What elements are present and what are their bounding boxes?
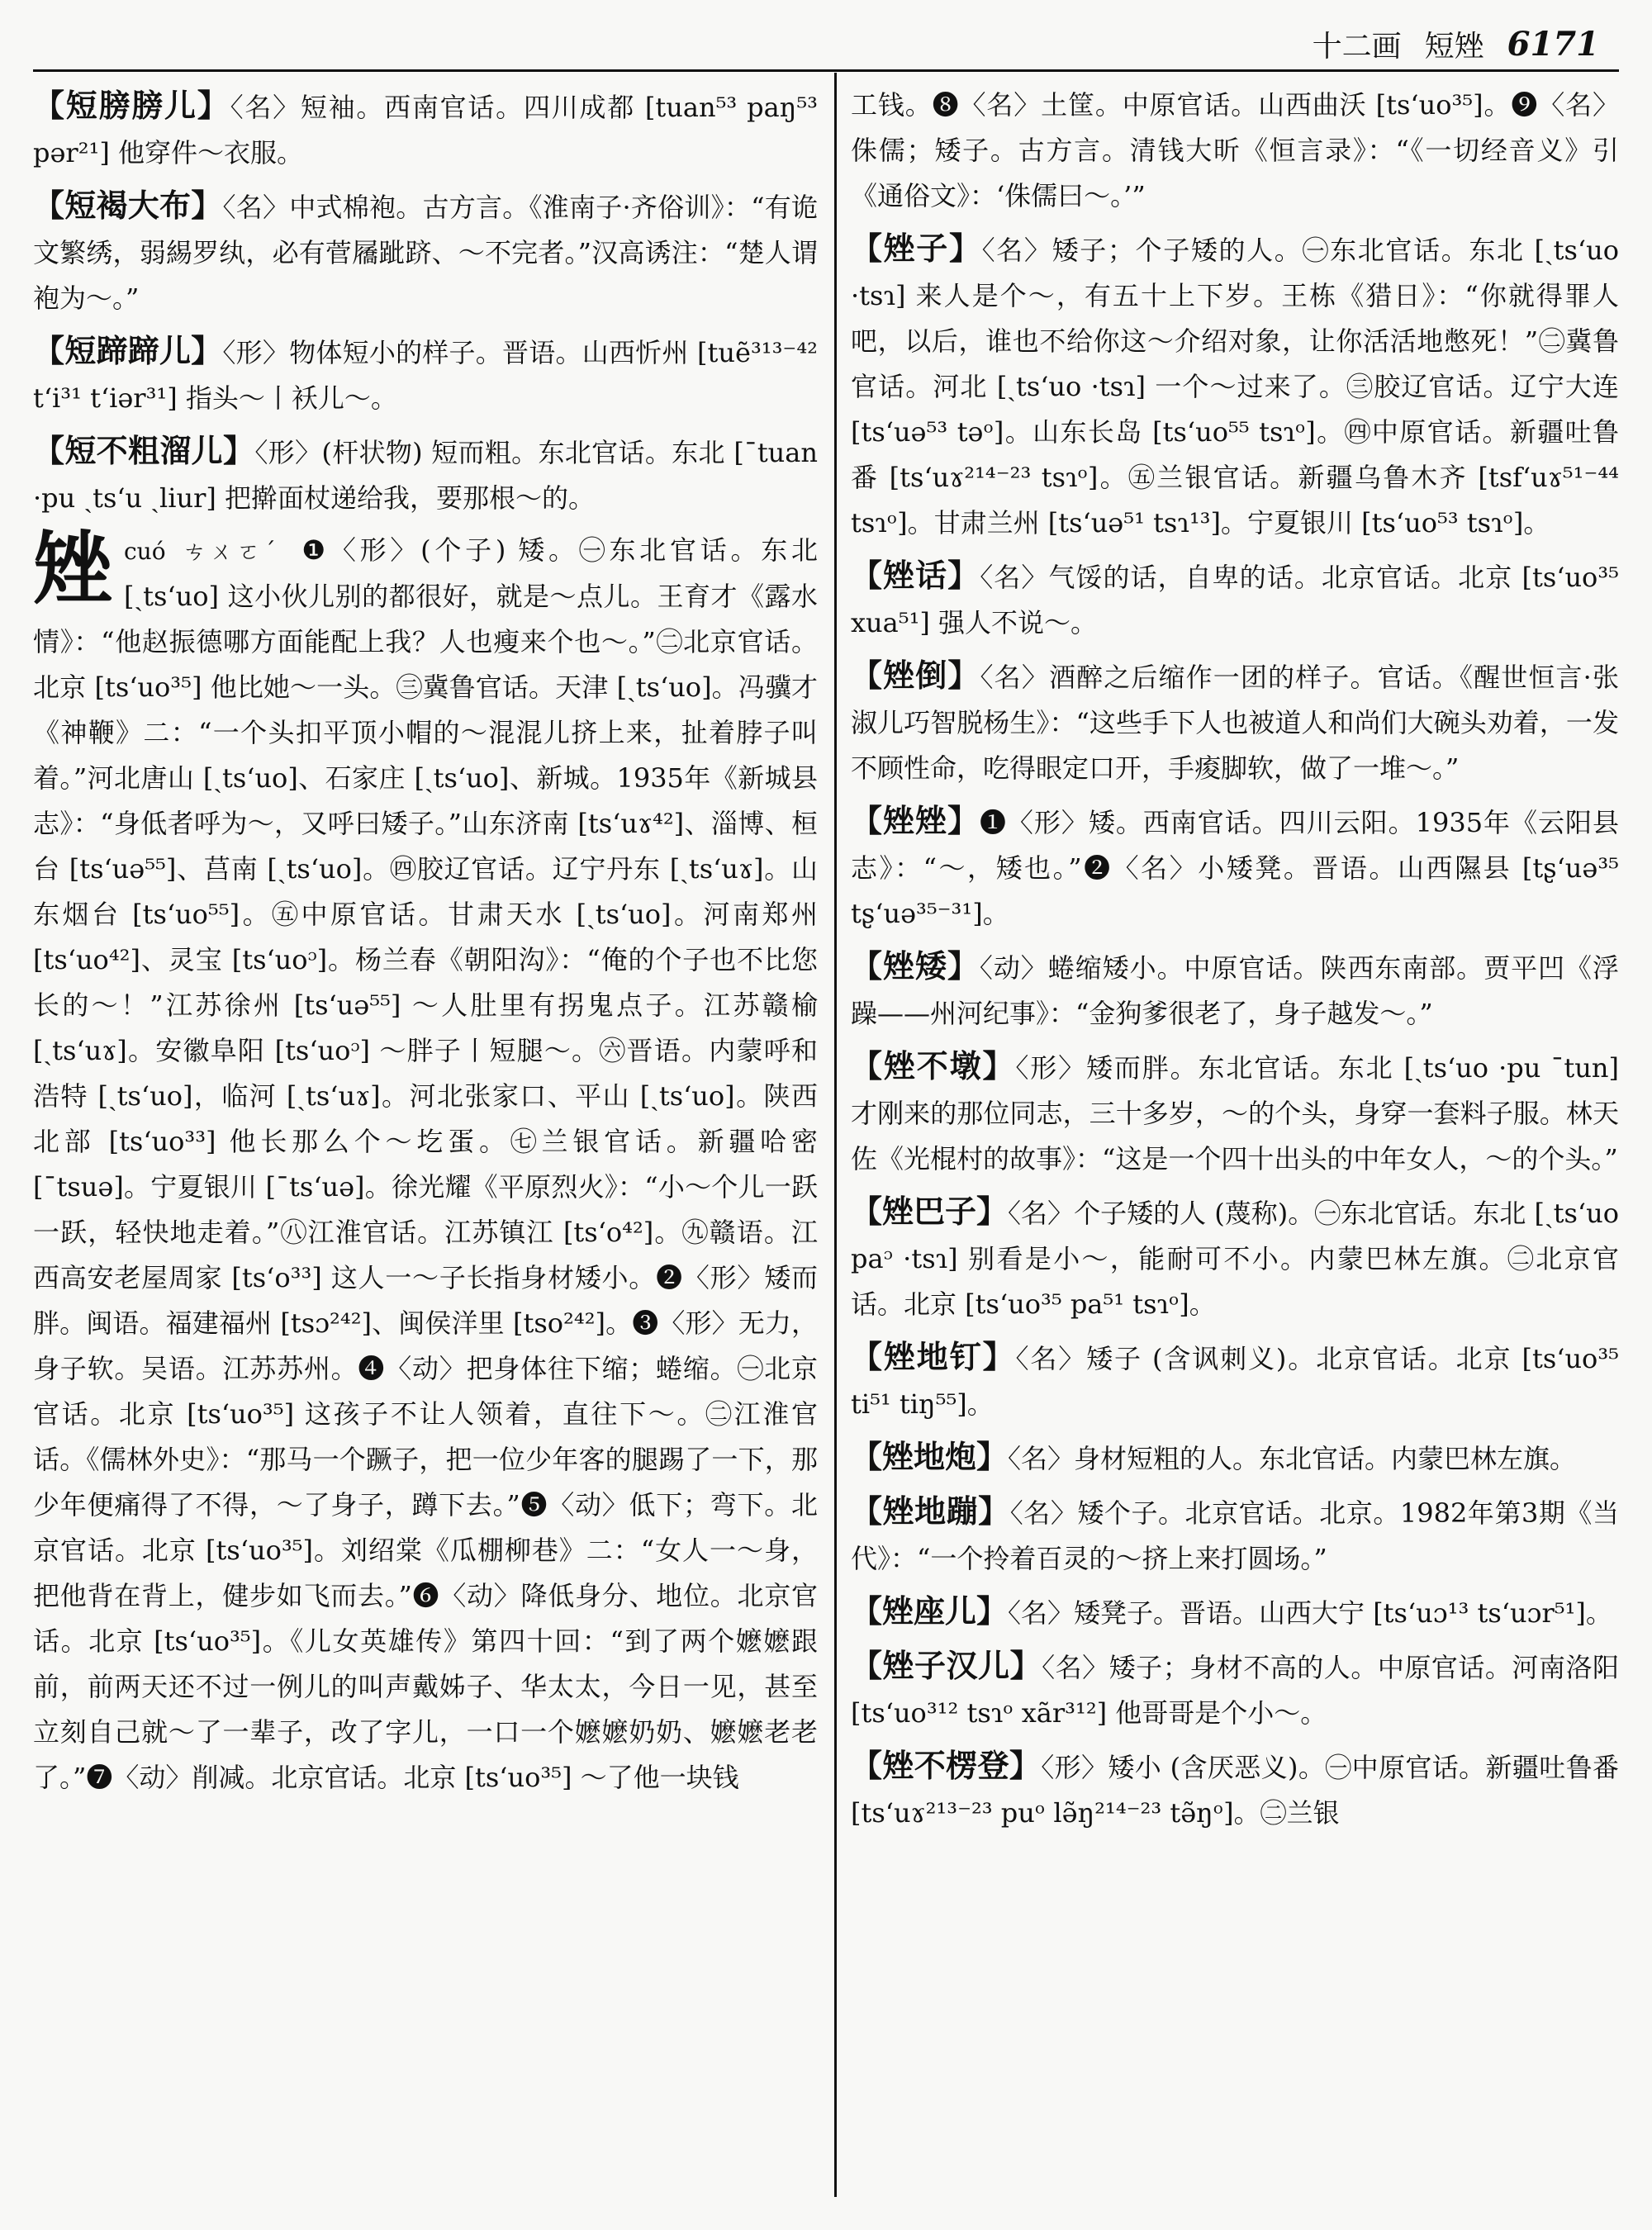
entry-body: 〈名〉酒醉之后缩作一团的样子。官话。《醒世恒言·张淑儿巧智脱杨生》：“这些手下人也被道人和尚们大碗头劝着，一发不顾性命，吃得眼定口开，手痠脚软，做了一堆～。” [851, 662, 1619, 784]
entry-headword: 【矬地炮】 [851, 1438, 1009, 1475]
entry-headword: 【矬矮】 [851, 947, 980, 985]
right-column [851, 83, 1619, 2197]
entry-headword: 【矬地蹦】 [851, 1492, 1010, 1530]
entry [851, 553, 1619, 646]
entry [851, 1488, 1619, 1582]
entry [851, 652, 1619, 791]
entry-continuation: 工钱。❽〈名〉土筐。中原官话。山西曲沃 [tsʻuo³⁵]。❾〈名〉侏儒；矮子。古方言。清钱大昕《恒言录》：“《一切经音义》引《通俗文》：‘侏儒曰～。’” [851, 89, 1619, 211]
entry [851, 1743, 1619, 1836]
entry [851, 798, 1619, 937]
entry-headword: 【矬子汉儿】 [851, 1647, 1042, 1684]
main-char-entry [33, 522, 818, 1801]
column-divider [834, 73, 837, 2197]
entry [851, 225, 1619, 546]
entry-headword: 【矬倒】 [851, 657, 980, 694]
page-number: 6171 [1507, 24, 1599, 64]
entry-body: 〈名〉中式棉袍。古方言。《淮南子·齐俗训》：“有诡文繁绣，弱緆罗纨，必有菅屩跐跻、～不完者。”汉高诱注：“楚人谓袍为～。” [33, 192, 818, 314]
entry [851, 1334, 1619, 1427]
entry-body: 〈形〉(杆状物) 短而粗。东北官话。东北 [ˉtuan ·pu ˏtsʻu ˏliur] 把擀面杖递给我，要那根～的。 [33, 437, 818, 514]
entry-body: 〈名〉矮子 (含讽刺义)。北京官话。北京 [tsʻuo³⁵ ti⁵¹ tiŋ⁵⁵]。 [851, 1343, 1619, 1420]
entry-body: 〈动〉蜷缩矮小。中原官话。陕西东南部。贾平凹《浮躁——州河纪事》：“金狗爹很老了，身子越发～。” [851, 952, 1619, 1029]
entry-body: 〈名〉短袖。西南官话。四川成都 [tuan⁵³ paŋ⁵³ pər²¹] 他穿件～衣服。 [33, 92, 818, 168]
entry-headword: 【矬巴子】 [851, 1193, 1009, 1230]
header-chars: 短矬 [1424, 29, 1484, 64]
entry [851, 1643, 1619, 1736]
left-column [33, 83, 818, 2197]
entry-body: 〈名〉气馁的话，自卑的话。北京官话。北京 [tsʻuo³⁵ xua⁵¹] 强人不说～。 [851, 562, 1619, 638]
entry-headword: 【短褐大布】 [33, 187, 223, 224]
section-label: 十二画 [1312, 29, 1402, 64]
entry [33, 183, 818, 321]
entry [851, 1434, 1619, 1482]
entry-headword: 【短不粗溜儿】 [33, 432, 255, 469]
entry-headword: 【矬话】 [851, 557, 980, 594]
entry [851, 1043, 1619, 1182]
entry-body: 〈名〉矮凳子。晋语。山西大宁 [tsʻuɔ¹³ tsʻuɔr⁵¹]。 [1008, 1597, 1612, 1629]
entry-headword: 【矬地钉】 [851, 1338, 1016, 1375]
entry-headword: 【矬不楞登】 [851, 1747, 1042, 1784]
entry [33, 83, 818, 176]
entry-headword: 【矬座儿】 [851, 1592, 1009, 1630]
main-headword-char: 矬 [33, 522, 112, 615]
entry-body: 〈名〉矮子；个子矮的人。㊀东北官话。东北 [ˏtsʻuo ·tsɿ] 来人是个～，有五十上下岁。王栋《猎日》：“你就得罪人吧，以后，谁也不给你这～介绍对象，让你活活地憋死！”㊁冀鲁官话。河北 [ˏtsʻuo ·tsɿ] 一个～过来了。㊂胶辽官话。辽宁大连 [tsʻuə⁵³ təᵒ]。山东长岛 [tsʻuo⁵⁵ tsɿᵒ]。㊃中原官话。新疆吐鲁番 [tsʻuɤ²¹⁴⁻²³ tsɿᵒ]。㊄兰银官话。新疆乌鲁木齐 [tsfʻuɤ⁵¹⁻⁴⁴ tsɿᵒ]。甘肃兰州 [tsʻuə⁵¹ tsɿ¹³]。宁夏银川 [tsʻuo⁵³ tsɿᵒ]。 [851, 235, 1619, 539]
entry-body: 〈名〉矮个子。北京官话。北京。1982年第3期《当代》：“一个拎着百灵的～挤上来打圆场。” [851, 1497, 1619, 1574]
entry-body: 〈形〉矮小 (含厌恶义)。㊀中原官话。新疆吐鲁番 [tsʻuɤ²¹³⁻²³ puᵒ lə̃ŋ²¹⁴⁻²³ tə̃ŋᵒ]。㊁兰银 [851, 1752, 1619, 1829]
entry-body: 〈名〉个子矮的人 (蔑称)。㊀东北官话。东北 [ˏtsʻuo paᵓ ·tsɿ] 别看是小～，能耐可不小。内蒙巴林左旗。㊁北京官话。北京 [tsʻuo³⁵ pa⁵¹ tsɿᵒ]。 [851, 1198, 1619, 1320]
entry [851, 1588, 1619, 1636]
entry-headword: 【短蹄蹄儿】 [33, 332, 223, 369]
entry-headword: 【短膀膀儿】 [33, 87, 230, 124]
page-header [1313, 23, 1599, 64]
entry-headword: 【矬不墩】 [851, 1047, 1016, 1084]
entry-body: 〈名〉身材短粗的人。东北官话。内蒙巴林左旗。 [1008, 1443, 1577, 1474]
entry [33, 328, 818, 421]
entry [33, 428, 818, 521]
entry-headword: 【矬矬】 [851, 802, 980, 839]
main-pinyin: cuó [124, 538, 166, 565]
entry-body: ❶〈形〉矮。西南官话。四川云阳。1935年《云阳县志》：“～，矮也。”❷〈名〉小矮凳。晋语。山西隰县 [tʂʻuə³⁵ tʂʻuə³⁵⁻³¹]。 [851, 807, 1619, 929]
entry-body: 〈名〉矮子；身材不高的人。中原官话。河南洛阳 [tsʻuo³¹² tsɿᵒ xãr³¹²] 他哥哥是个小～。 [851, 1652, 1619, 1729]
entry [851, 943, 1619, 1037]
header-rule [33, 69, 1619, 72]
main-bopomofo: ㄘㄨㄛˊ [183, 538, 280, 565]
entry-body: 〈形〉物体短小的样子。晋语。山西忻州 [tuẽ³¹³⁻⁴² tʻi³¹ tʻiər³¹] 指头～丨袄儿～。 [33, 337, 818, 414]
entry-headword: 【矬子】 [851, 230, 982, 267]
main-entry-body: ❶〈形〉(个子) 矮。㊀东北官话。东北 [ˏtsʻuo] 这小伙儿别的都很好，就是～点儿。王育才《露水情》：“他赵振德哪方面能配上我？人也瘦来个也～。”㊁北京官话。北京 [tsʻuo³⁵] 他比她～一头。㊂冀鲁官话。天津 [ˏtsʻuo]。冯骥才《神鞭》二：“一个头扣平顶小帽的～混混儿挤上来，扯着脖子叫着。”河北唐山 [ˏtsʻuo]、石家庄 [ˏtsʻuo]、新城。1935年《新城县志》：“身低者呼为～，又呼曰矮子。”山东济南 [tsʻuɤ⁴²]、淄博、桓台 [tsʻuə⁵⁵]、莒南 [ˏtsʻuo]。㊃胶辽官话。辽宁丹东 [ˏtsʻuɤ]。山东烟台 [tsʻuo⁵⁵]。㊄中原官话。甘肃天水 [ˏtsʻuo]。河南郑州 [tsʻuo⁴²]、灵宝 [tsʻuoᵓ]。杨兰春《朝阳沟》：“俺的个子也不比您长的～！”江苏徐州 [tsʻuə⁵⁵] ～人肚里有拐鬼点子。江苏赣榆 [ˏtsʻuɤ]。安徽阜阳 [tsʻuoᵓ] ～胖子丨短腿～。㊅晋语。内蒙呼和浩特 [ˏtsʻuo]，临河 [ˏtsʻuɤ]。河北张家口、平山 [ˏtsʻuo]。陕西北部 [tsʻuo³³] 他长那么个～圪蛋。㊆兰银官话。新疆哈密 [ˉtsuə]。宁夏银川 [ˉtsʻuə]。徐光耀《平原烈火》：“小～个儿一跃一跃，轻快地走着。”㊇江淮官话。江苏镇江 [tsʻo⁴²]。㊈赣语。江西高安老屋周家 [tsʻo³³] 这人一～子长指身材矮小。❷〈形〉矮而胖。闽语。福建福州 [tsɔ²⁴²]、闽侯洋里 [tso²⁴²]。❸〈形〉无力，身子软。吴语。江苏苏州。❹〈动〉把身体往下缩；蜷缩。㊀北京官话。北京 [tsʻuo³⁵] 这孩子不让人领着，直往下～。㊁江淮官话。《儒林外史》：“那马一个蹶子，把一位少年客的腿踢了一下，那少年便痛得了不得，～了身子，蹲下去。”❺〈动〉低下；弯下。北京官话。北京 [tsʻuo³⁵]。刘绍棠《瓜棚柳巷》二：“女人一～身，把他背在背上，健步如飞而去。”❻〈动〉降低身分、地位。北京官话。北京 [tsʻuo³⁵]。《儿女英雄传》第四十回：“到了两个嬷嬷跟前，前两天还不过一例儿的叫声戴姊子、华太太，今日一见，甚至立刻自己就～了一辈子，改了字儿，一口一个嬷嬷奶奶、嬷嬷老老了。”❼〈动〉削减。北京官话。北京 [tsʻuo³⁵] ～了他一块钱 [33, 534, 818, 1793]
entry [851, 1189, 1619, 1327]
entry-body: 〈形〉矮而胖。东北官话。东北 [ˏtsʻuo ·pu ˉtun] 才刚来的那位同志，三十多岁，～的个头，身穿一套料子服。林天佐《光棍村的故事》：“这是一个四十出头的中年女人，～的个头。” [851, 1052, 1619, 1174]
